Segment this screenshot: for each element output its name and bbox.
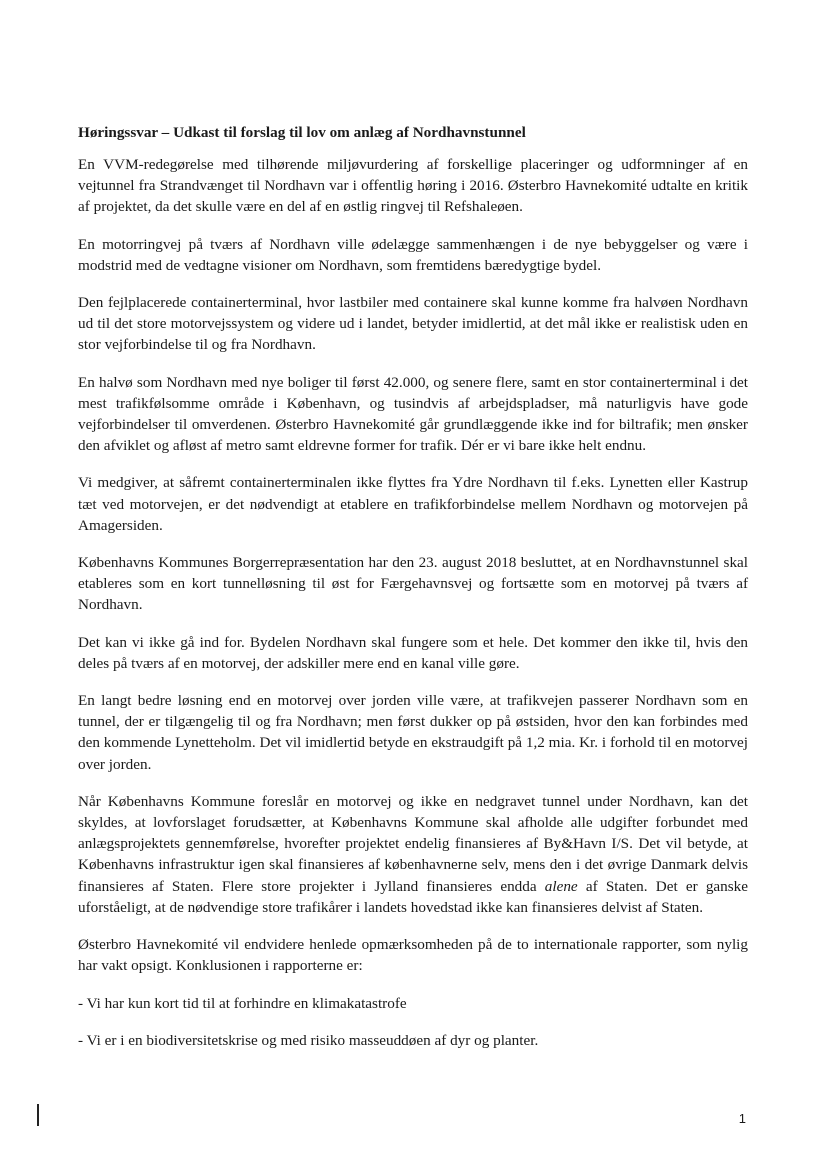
document-body [78,122,748,1067]
financing-text-after: af Staten. Det er ganske uforståeligt, at de nødvendige store trafikårer i landets hovedstad ikke kan finansieres delvist af Staten. [78,877,748,916]
paragraph-medgiver: Vi medgiver, at såfremt containerterminalen ikke flyttes fra Ydre Nordhavn til f.eks. Lynetten eller Kastrup tæt ved motorvejen, er det nødvendigt at etablere en trafikforbindelse mellem Nordhavn og motorvejen på Amagersiden. [78,474,748,534]
paragraph-borgerrepraesentation: Københavns Kommunes Borgerrepræsentation har den 23. august 2018 besluttet, at en Nordhavnstunnel skal etableres som en kort tunnelløsning til øst for Færgehavnsvej og fortsætte som en motorvej på tværs af Nordhavn. [78,554,748,614]
paragraph-motorringvej: En motorringvej på tværs af Nordhavn ville ødelægge sammenhængen i de nye bebyggelser og være i modstrid med de vedtagne visioner om Nordhavn, som fremtidens bæredygtige bydel. [78,235,748,274]
financing-text-before: Når Københavns Kommune foreslår en motorvej og ikke en nedgravet tunnel under Nordhavn, kan det skyldes, at lovforslaget forudsætter, at Københavns Kommune skal afholde alle udgifter forbundet med anlægsprojektets gennemførelse, hvorefter projektet endelig finansieres af By&Havn I/S. Det vil betyde, at Københavns infrastruktur igen skal finansieres af københavnerne selv, mens den i det øvrige Danmark delvis finansieres af Staten. Flere store projekter i Jylland finansieres endda [78,792,748,895]
bullet-item-biodiversity: - Vi er i en biodiversitetskrise og med risiko masseuddøen af dyr og planter. [78,1031,539,1049]
paragraph-bedre-loesning: En langt bedre løsning end en motorvej over jorden ville være, at trafikvejen passerer Nordhavn som en tunnel, der er tilgængelig til og fra Nordhavn; men først dukker op på østsiden, hvor den kan forbindes med den kommende Lynetteholm. Det vil imidlertid betyde en ekstraudgift på 1,2 mia. Kr. i forhold til en motorvej over jorden. [78,692,748,773]
margin-line-mark [37,1104,39,1126]
bullet-item-climate: - Vi har kun kort tid til at forhindre en klimakatastrofe [78,994,407,1012]
paragraph-reports: Østerbro Havnekomité vil endvidere henlede opmærksomheden på de to internationale rapporter, som nylig har vakt opsigt. Konklusionen i rapporterne er: [78,936,748,975]
paragraph-halvoe: En halvø som Nordhavn med nye boliger til først 42.000, og senere flere, samt en stor containerterminal i det mest trafikfølsomme område i København, og tusindvis af arbejdspladser, må naturligvis have gode vejforbindelser til omverdenen. Østerbro Havnekomité går grundlæggende ikke ind for biltrafik; men ønsker den afviklet og afløst af metro samt eldrevne former for trafik. Dér er vi bare ikke helt endnu. [78,373,748,455]
financing-emphasis: alene [544,877,578,895]
paragraph-bydelen: Det kan vi ikke gå ind for. Bydelen Nordhavn skal fungere som et hele. Det kommer den ikke til, hvis den deles på tværs af en motorvej, der adskiller mere end en kanal ville gøre. [78,633,748,672]
paragraph-financing [78,791,748,918]
page-number: 1 [738,1111,746,1126]
document-title: Høringssvar – Udkast til forslag til lov om anlæg af Nordhavnstunnel [78,124,526,141]
paragraph-containerterminal: Den fejlplacerede containerterminal, hvor lastbiler med containere skal kunne komme fra halvøen Nordhavn ud til det store motorvejssystem og videre ud i landet, betyder imidlertid, at det mål ikke er realistisk uden en stor vejforbindelse til og fra Nordhavn. [78,294,748,354]
paragraph-vvm: En VVM-redegørelse med tilhørende miljøvurdering af forskellige placeringer og udformninger af en vejtunnel fra Strandvænget til Nordhavn var i offentlig høring i 2016. Østerbro Havnekomité udtalte en kritik af projektet, da det skulle være en del af en østlig ringvej til Refshaleøen. [78,156,748,216]
